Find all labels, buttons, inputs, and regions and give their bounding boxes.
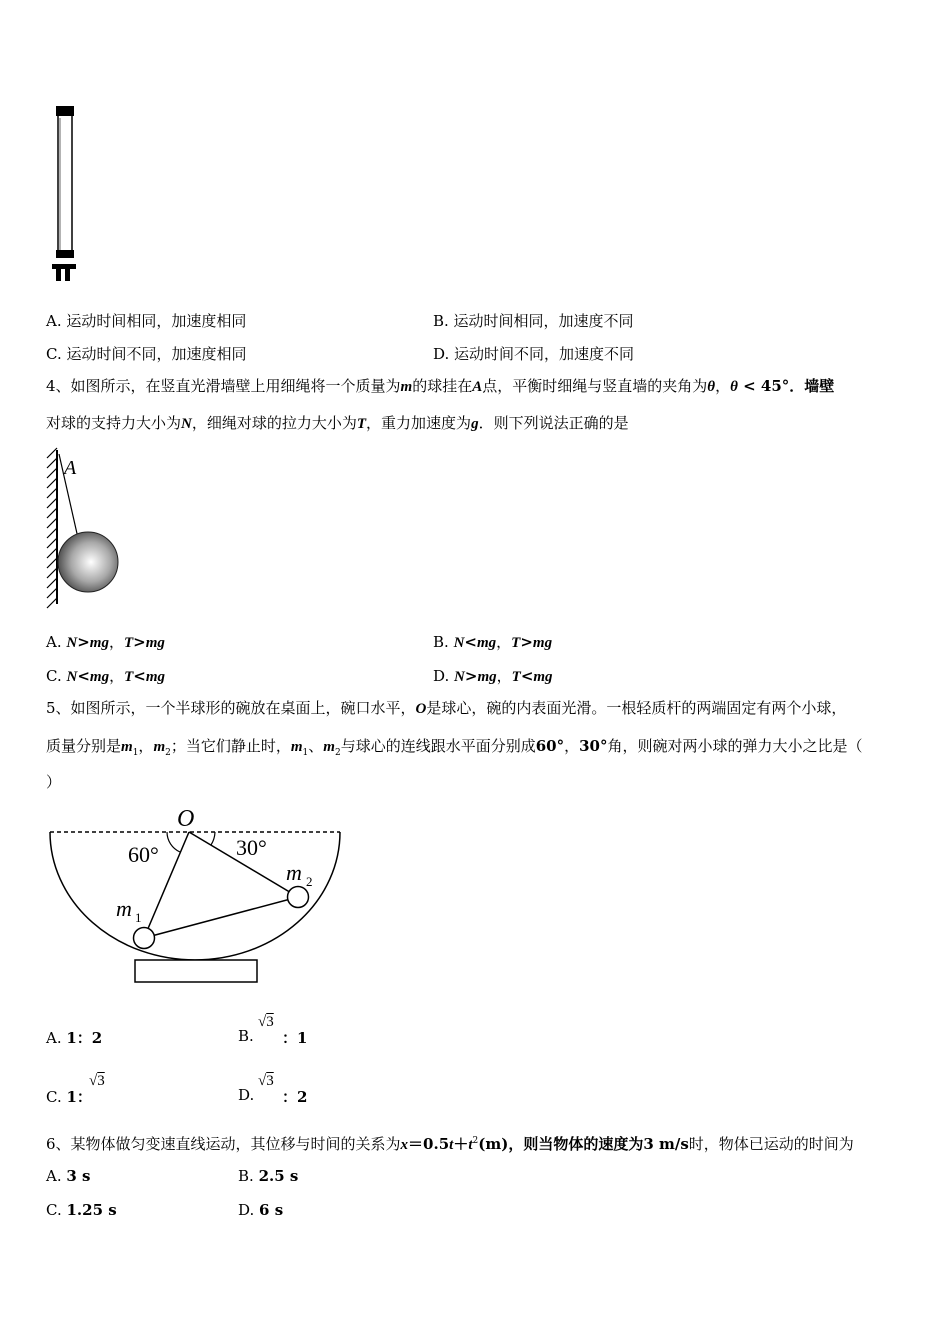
m2-sub-label: 2 [306, 874, 313, 889]
point-a-label: A [64, 457, 77, 479]
q4-wall-ball-figure [42, 446, 132, 610]
q5-option-b-sqrt: √3 [258, 1014, 274, 1030]
q3-option-a[interactable]: A. 运动时间相同，加速度相同 [46, 312, 247, 330]
q4-option-b[interactable]: B. N<mg，T>mg [433, 633, 553, 651]
q5-option-d-sqrt: √3 [258, 1073, 274, 1089]
m1-sub-label: 1 [135, 910, 142, 925]
wall-hatching [47, 448, 57, 608]
q6-stem: 6、某物体做匀变速直线运动，其位移与时间的关系为$x=0.5t+t^2(m)$，则当物体的速度为3 m/s时，物体已运动的时间为 [46, 1135, 854, 1153]
valve-right-leg [65, 269, 70, 281]
center-o-label: O [177, 806, 195, 832]
q5-option-b-ratio: ：1 [282, 1029, 308, 1047]
angle-30-label: 30° [236, 835, 267, 860]
tube-top-cap [56, 106, 74, 116]
table-block [135, 960, 257, 982]
m1-label: m [116, 896, 132, 921]
arc-60 [167, 832, 180, 852]
q5-option-b[interactable]: B. [238, 1027, 254, 1045]
q6-option-d[interactable]: D. 6 s [238, 1201, 284, 1219]
valve-left-leg [56, 269, 61, 281]
q5-option-d-ratio: ：2 [282, 1088, 308, 1106]
q4-option-c[interactable]: C. N<mg，T<mg [46, 667, 166, 685]
angle-60-label: 60° [128, 842, 159, 867]
q5-option-c[interactable]: C. 1： [46, 1088, 92, 1106]
q5-stem-line3: ） [46, 773, 62, 791]
q4-option-d[interactable]: D. N>mg，T<mg [433, 667, 553, 685]
q3-option-c[interactable]: C. 运动时间不同，加速度相同 [46, 345, 247, 363]
ball-m1 [134, 928, 155, 949]
q3-option-b[interactable]: B. 运动时间相同，加速度不同 [433, 312, 634, 330]
q5-option-a[interactable]: A. 1：2 [46, 1029, 103, 1047]
ball-m2 [288, 887, 309, 908]
q3-option-d[interactable]: D. 运动时间不同，加速度不同 [433, 345, 635, 363]
m2-label: m [286, 860, 302, 885]
q5-option-d[interactable]: D. [238, 1086, 255, 1104]
q4-option-a[interactable]: A. N>mg，T>mg [46, 633, 165, 651]
tube-bottom-cap [56, 250, 74, 258]
light-rod [144, 897, 298, 938]
q5-stem-line2: 质量分别是$m_1$，$m_2$；当它们静止时，$m_1$、$m_2$与球心的连线跟水平面分别成60°，30°角，则碗对两小球的弹力大小之比是（ [46, 737, 863, 758]
q4-stem-line2: 对球的支持力大小为N，细绳对球的拉力大小为T，重力加速度为g．则下列说法正确的是 [46, 414, 629, 432]
q6-option-c[interactable]: C. 1.25 s [46, 1201, 117, 1219]
arc-30 [211, 832, 215, 845]
q5-bowl-figure [44, 800, 348, 986]
valve-bar [52, 264, 76, 269]
q5-option-c-sqrt: √3 [89, 1073, 105, 1089]
q4-stem-line1: 4、如图所示，在竖直光滑墙壁上用细绳将一个质量为m的球挂在A点，平衡时细绳与竖直墙的夹角为θ，θ < 45°．墙壁 [46, 377, 835, 395]
q6-option-b[interactable]: B. 2.5 s [238, 1167, 299, 1185]
q6-option-a[interactable]: A. 3 s [46, 1167, 91, 1185]
ball [58, 532, 118, 592]
q3-tube-figure [48, 104, 84, 286]
q5-stem-line1: 5、如图所示，一个半球形的碗放在桌面上，碗口水平，O是球心，碗的内表面光滑。一根轻质杆的两端固定有两个小球， [46, 699, 847, 717]
